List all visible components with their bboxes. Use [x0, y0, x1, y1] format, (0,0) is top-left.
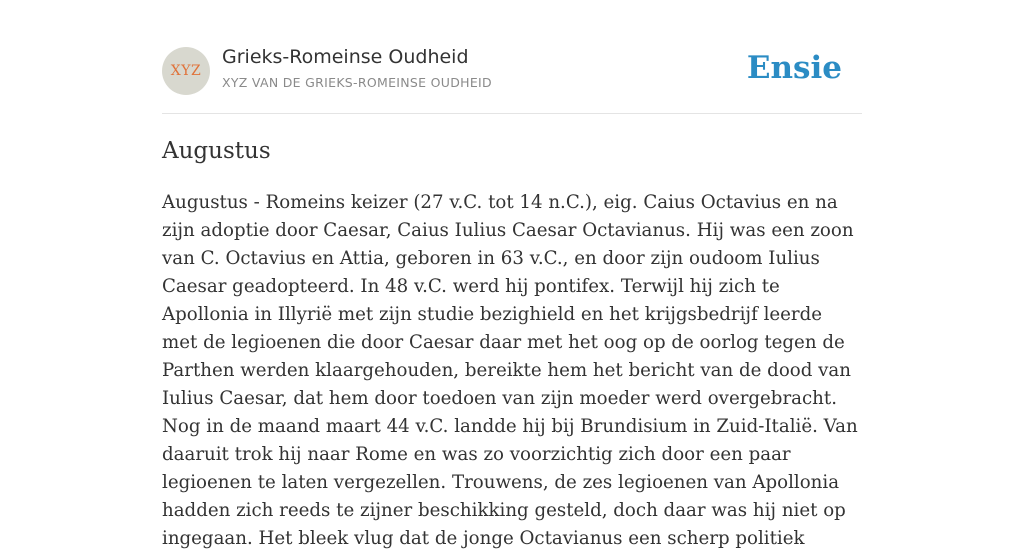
source-avatar[interactable]: XYZ	[162, 47, 210, 95]
header-divider	[162, 113, 862, 114]
ensie-logo[interactable]: Ensie	[746, 50, 842, 86]
article-title: Augustus	[162, 138, 271, 164]
source-title[interactable]: Grieks-Romeinse Oudheid	[222, 46, 469, 68]
article-body: Augustus - Romeins keizer (27 v.C. tot 14 n.C.), eig. Caius Octavius en na zijn adoptie door Caesar, Caius Iulius Caesar Octavianus. Hij was een zoon van C. Octavius en Attia, geboren in 63 v.C., en door zijn oudoom Iulius Caesar geadopteerd. In 48 v.C. werd hij pontifex. Terwijl hij zich te Apollonia in Illyrië met zijn studie bezighield en het krijgsbedrijf leerde met de legioenen die door Caesar daar met het oog op de oorlog tegen de Parthen werden klaargehouden, bereikte hem het bericht van de dood van Iulius Caesar, dat hem door toedoen van zijn moeder werd overgebracht. Nog in de maand maart 44 v.C. landde hij bij Brundisium in Zuid-Italië. Van daaruit trok hij naar Rome en was zo voorzichtig zich door een paar legioenen te laten vergezellen. Trouwens, de zes legioenen van Apollonia hadden zich reeds te zijner beschikking gesteld, doch daar was hij niet op ingegaan. Het bleek vlug dat de jonge Octavianus een scherp politiek	[162, 192, 858, 549]
source-header	[162, 46, 862, 96]
source-subtitle: XYZ VAN DE GRIEKS-ROMEINSE OUDHEID	[222, 75, 492, 90]
